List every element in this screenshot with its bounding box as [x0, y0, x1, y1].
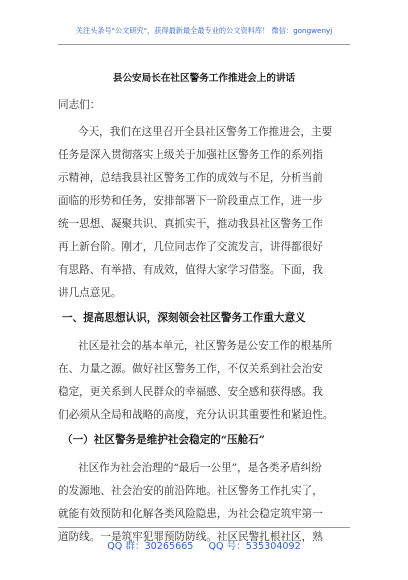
paragraph-line: 今天，我们在这里召开全县社区警务工作推进会，主要: [78, 126, 333, 138]
header-notice: 关注头条号"公文研究"，获得最新最全最专业的公文资料库！ 微信：gongwenyj: [75, 26, 333, 35]
salutation: 同志们：: [58, 99, 101, 111]
section-1-heading: 一、提高思想认识，深刻领会社区警务工作重大意义: [62, 312, 306, 324]
paragraph-line: 的发源地、社会治安的前沿阵地。社区警务工作扎实了，: [58, 485, 323, 497]
paragraph-line: 面临的形势和任务，安排部署下一阶段重点工作，进一步: [58, 195, 323, 207]
paragraph-line: 稳定，更关系到人民群众的幸福感、安全感和获得感。我: [58, 386, 323, 398]
paragraph-line: 统一思想、凝聚共识、真抓实干，推动我县社区警务工作: [58, 218, 323, 230]
footer-qq: QQ 号：535304092: [208, 541, 301, 552]
paragraph-line: 示精神，总结我县社区警务工作的成效与不足，分析当前: [58, 172, 323, 184]
footer-contacts: [0, 538, 408, 552]
paragraph-line: 社区是社会的基本单元，社区警务是公安工作的根基所: [78, 340, 333, 352]
document-title: 县公安局长在社区警务工作推进会上的讲话: [112, 73, 296, 84]
subsection-1-heading: （一）社区警务是维护社会稳定的“压舱石”: [62, 434, 265, 446]
paragraph-line: 讲几点意见。: [58, 287, 122, 299]
paragraph-line: 社区作为社会治理的“最后一公里”，是各类矛盾纠纷: [78, 462, 322, 474]
paragraph-line: 再上新台阶。刚才，几位同志作了交流发言，讲得都很好: [58, 241, 323, 253]
header-rule: [58, 44, 350, 45]
paragraph-line: 们必须从全局和战略的高度，充分认识其重要性和紧迫性。: [58, 409, 334, 421]
footer-qq-group: QQ 群：30265665: [107, 541, 194, 552]
footer-rule: [58, 527, 350, 528]
paragraph-line: 就能有效预防和化解各类风险隐患，为社会稳定筑牢第一: [58, 508, 323, 520]
paragraph-line: 任务是深入贯彻落实上级关于加强社区警务工作的系列指: [58, 149, 323, 161]
paragraph-line: 道防线。一是筑牢犯罪预防防线。社区民警扎根社区，熟: [58, 531, 323, 543]
paragraph-line: 有思路、有举措、有成效，值得大家学习借鉴。下面，我: [58, 264, 323, 276]
paragraph-line: 在、力量之源。做好社区警务工作，不仅关系到社会治安: [58, 363, 323, 375]
